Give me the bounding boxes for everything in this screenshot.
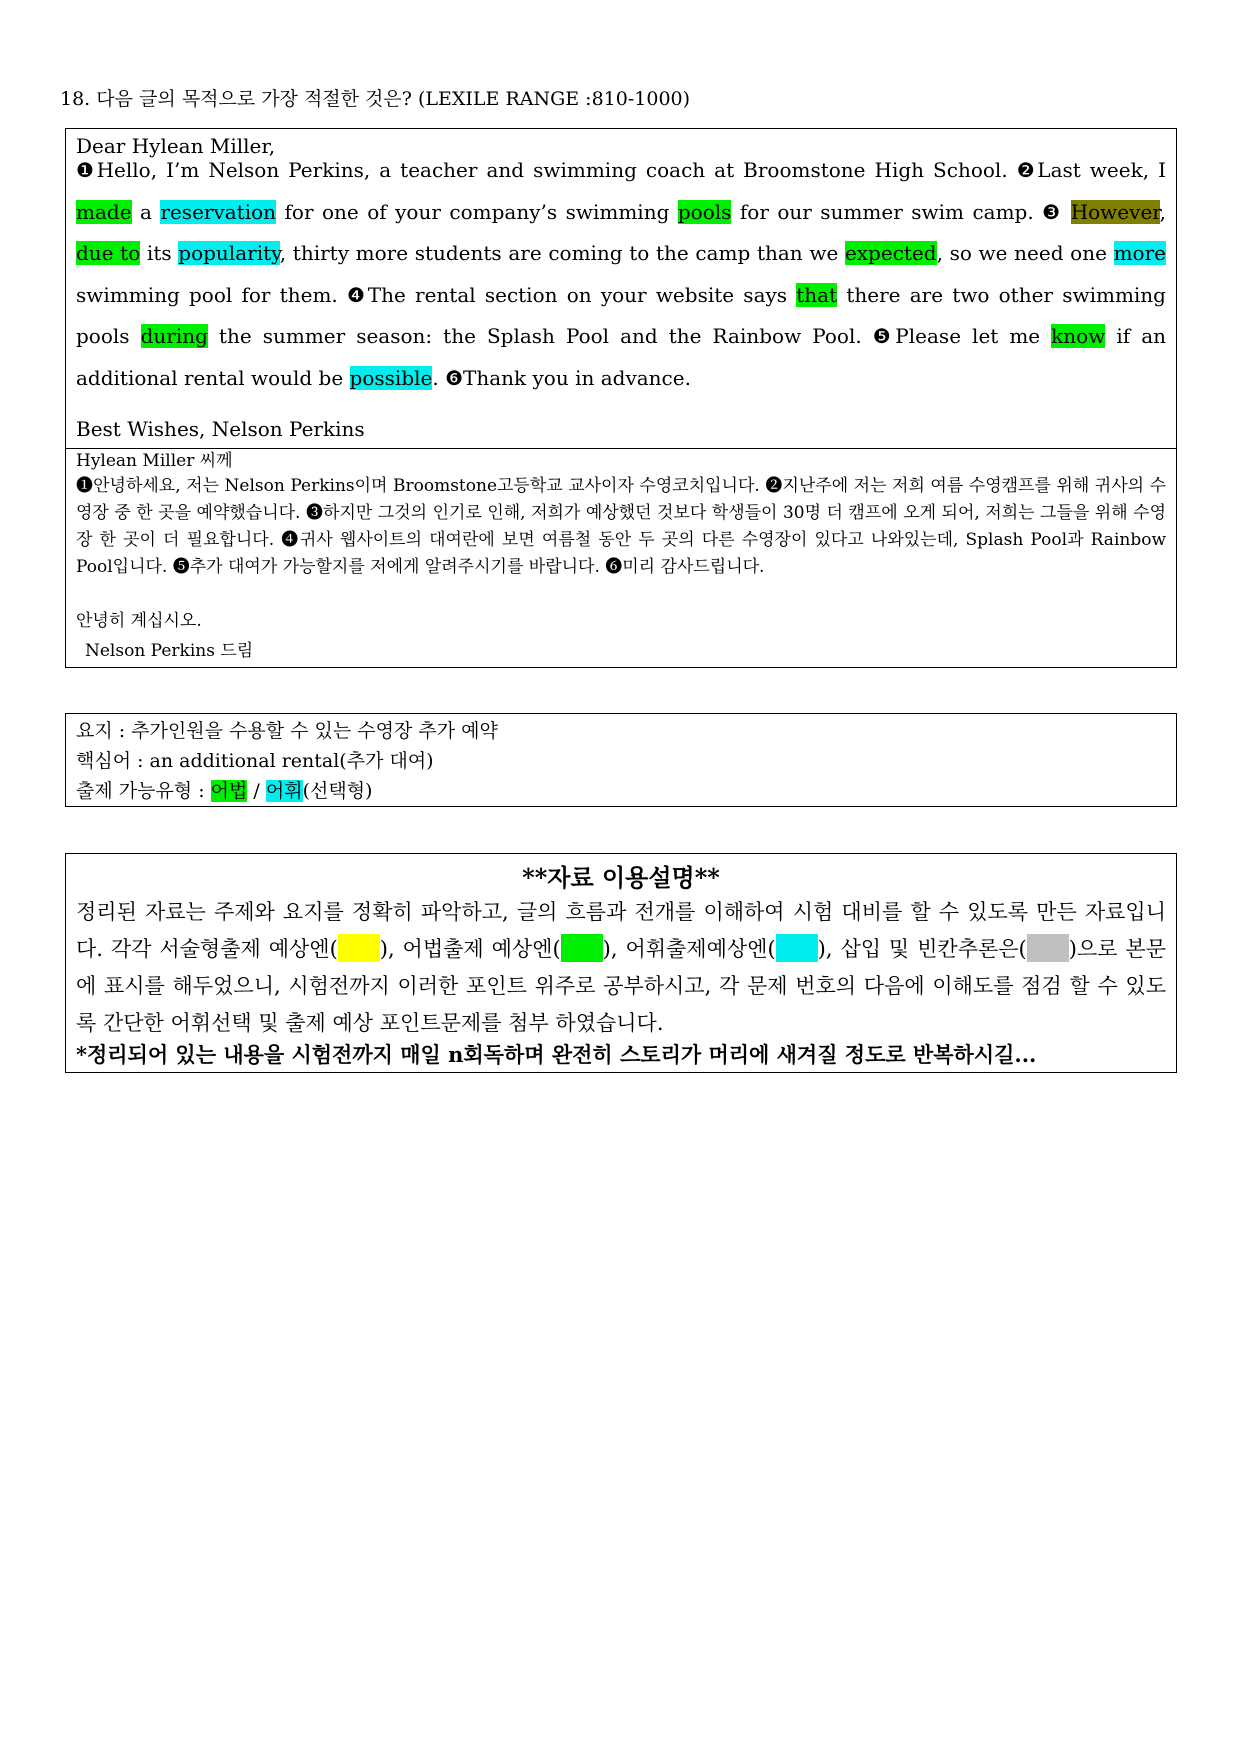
highlight-grammar: due to bbox=[76, 241, 141, 265]
highlight-grammar: know bbox=[1051, 324, 1106, 348]
type-vocab: 어휘 bbox=[265, 780, 303, 802]
summary-keyword: 핵심어 : an additional rental(추가 대여) bbox=[76, 750, 434, 772]
text-run: the summer season: the Splash Pool and the Rainbow Pool. ❺Please let me bbox=[207, 324, 1052, 348]
summary-box bbox=[65, 713, 1177, 807]
vocab-color-swatch bbox=[776, 934, 818, 962]
translation-closing: 안녕히 계십시오. bbox=[76, 611, 202, 631]
highlight-grammar: expected bbox=[844, 241, 937, 265]
question-title: 18. 다음 글의 목적으로 가장 적절한 것은? (LEXILE RANGE :810-1000) bbox=[60, 88, 691, 110]
text-run: ), 어휘출제예상엔( bbox=[602, 937, 776, 961]
insertion-color-swatch bbox=[1027, 934, 1069, 962]
highlight-vocab: possible bbox=[349, 365, 433, 390]
text-run: for our summer swim camp. ❸ bbox=[731, 199, 1071, 224]
guide-body bbox=[76, 894, 1166, 1042]
text-run: ), 삽입 및 빈칸추론은( bbox=[817, 937, 1027, 961]
grammar-color-swatch bbox=[561, 934, 603, 962]
text-run: its bbox=[140, 241, 179, 265]
translation-greeting: Hylean Miller 씨께 bbox=[76, 451, 233, 471]
translation-signature: Nelson Perkins 드림 bbox=[85, 641, 254, 661]
highlight-vocab: popularity bbox=[178, 241, 280, 265]
letter-body bbox=[76, 150, 1166, 399]
highlight-connector: However bbox=[1070, 199, 1160, 224]
translation-body: ❶안녕하세요, 저는 Nelson Perkins이며 Broomstone고등학교 교사이자 수영코치입니다. ❷지난주에 저는 저희 여름 수영캠프를 위해 귀사의 수영장 중 한 곳을 예약했습니다. ❸하지만 그것의 인기로 인해, 저희가 예상했던 것보다 학생들이 30명 더 캠프에 오게 되어, 저희는 그들을 위해 수영장 한 곳이 더 필요합니다. ❹귀사 웹사이트의 대여란에 보면 여름철 동안 두 곳의 다른 수영장이 있다고 나와있는데, Splash Pool과 Rainbow Pool입니다. ❺추가 대여가 가능할지를 저에게 알려주시기를 바랍니다. ❻미리 감사드립니다. bbox=[76, 476, 1166, 577]
text-run: 정리된 자료는 주제와 요지를 정확히 파악하고, 글의 흐름과 전개를 이해하여 시험 대비를 할 수 있도록 만든 자료입니다. 각각 서술형출제 예상엔( bbox=[76, 900, 1166, 961]
highlight-grammar: during bbox=[140, 324, 208, 348]
guide-note: *정리되어 있는 내용을 시험전까지 매일 n회독하며 완전히 스토리가 머리에 새겨질 정도로 반복하시길... bbox=[76, 1042, 1037, 1067]
type-grammar: 어법 bbox=[210, 780, 248, 802]
text-run: )으로 본문에 표시를 해두었으니, 시험전까지 이러한 포인트 위주로 공부하시고, 각 문제 번호의 다음에 이해도를 점검 할 수 있도록 간단한 어휘선택 및 출제 예상 포인트문제를 첨부 하였습니다. bbox=[76, 937, 1167, 1035]
text-run: for one of your company’s swimming bbox=[276, 199, 678, 224]
types-separator: / bbox=[247, 780, 266, 802]
text-run: , thirty more students are coming to the camp than we bbox=[279, 241, 845, 265]
text-run: ), 어법출제 예상엔( bbox=[379, 937, 561, 961]
highlight-grammar: made bbox=[76, 199, 132, 224]
text-run: swimming pool for them. ❹The rental section on your website says bbox=[76, 282, 797, 307]
guide-title: **자료 이용설명** bbox=[522, 863, 720, 892]
text-run: there are two other swimming pools bbox=[76, 282, 1166, 348]
text-run: a bbox=[131, 199, 161, 224]
types-suffix: (선택형) bbox=[302, 780, 373, 802]
letter-closing: Best Wishes, Nelson Perkins bbox=[76, 417, 365, 441]
types-prefix: 출제 가능유형 : bbox=[76, 780, 211, 802]
highlight-grammar: that bbox=[796, 282, 838, 307]
usage-guide-box bbox=[65, 853, 1177, 1073]
highlight-grammar: pools bbox=[677, 199, 732, 224]
passage-box bbox=[65, 128, 1177, 668]
text-run: , bbox=[1159, 199, 1166, 224]
text-run: , so we need one bbox=[936, 241, 1114, 265]
essay-color-swatch bbox=[338, 934, 380, 962]
text-run: if an additional rental would be bbox=[76, 324, 1166, 390]
letter-greeting: Dear Hylean Miller, bbox=[76, 134, 276, 158]
summary-types bbox=[76, 776, 372, 803]
highlight-vocab: reservation bbox=[160, 199, 277, 224]
text-run: . ❻Thank you in advance. bbox=[432, 365, 691, 390]
summary-gist: 요지 : 추가인원을 수용할 수 있는 수영장 추가 예약 bbox=[76, 720, 498, 742]
highlight-vocab: more bbox=[1113, 241, 1166, 265]
text-run: ❶Hello, I’m Nelson Perkins, a teacher and swimming coach at Broomstone High School. ❷Last week, I bbox=[76, 158, 1166, 182]
